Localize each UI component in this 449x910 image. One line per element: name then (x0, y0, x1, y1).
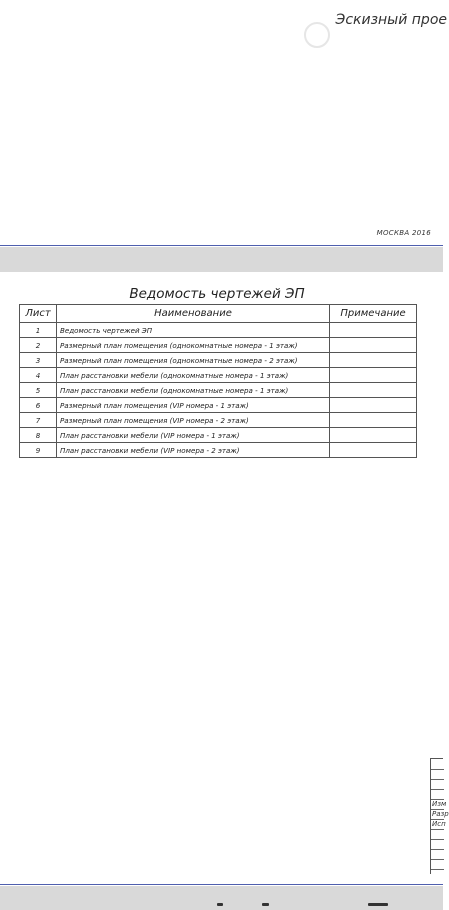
stamp-rule (431, 829, 444, 830)
table-row (20, 398, 417, 413)
sheet-number: 9 (20, 443, 57, 458)
stamp-rule (431, 789, 444, 790)
cover-sheet (0, 0, 447, 247)
sheet-number: 6 (20, 398, 57, 413)
drawing-name: План расстановки мебели (VIP номера - 1 этаж) (57, 428, 330, 443)
sheet-border-line (0, 245, 443, 246)
column-header-sheet: Лист (20, 305, 57, 323)
drawing-name: Размерный план помещения (однокомнатные номера - 1 этаж) (57, 338, 330, 353)
table-header-row (20, 305, 417, 323)
drawing-note (330, 443, 417, 458)
drawing-note (330, 323, 417, 338)
drawing-note (330, 338, 417, 353)
stamp-rule (431, 859, 444, 860)
drawings-table (19, 304, 417, 458)
drawing-note (330, 383, 417, 398)
page-separator (0, 886, 443, 910)
table-row (20, 353, 417, 368)
sheet-border-line (0, 884, 443, 885)
sheet-number: 7 (20, 413, 57, 428)
drawing-note (330, 428, 417, 443)
drawing-name: План расстановки мебели (однокомнатные номера - 1 этаж) (57, 368, 330, 383)
project-title: Эскизный прое (335, 12, 447, 28)
page-separator (0, 247, 443, 272)
cropped-text-fragment (217, 903, 223, 906)
stamp-rule (431, 869, 444, 870)
cropped-text-fragment (262, 903, 269, 906)
drawing-note (330, 413, 417, 428)
stamp-rule (431, 849, 444, 850)
sheet-number: 2 (20, 338, 57, 353)
table-row (20, 443, 417, 458)
stamp-rule (431, 769, 444, 770)
sheet-number: 4 (20, 368, 57, 383)
table-row (20, 383, 417, 398)
column-header-note: Примечание (330, 305, 417, 323)
sheet-number: 3 (20, 353, 57, 368)
drawing-name: Размерный план помещения (VIP номера - 1 этаж) (57, 398, 330, 413)
table-row (20, 413, 417, 428)
stamp-label-executor: Исп (432, 820, 446, 828)
sheet-number: 5 (20, 383, 57, 398)
column-header-name: Наименование (57, 305, 330, 323)
table-row (20, 338, 417, 353)
cropped-text-fragment (368, 903, 388, 906)
drawing-note (330, 368, 417, 383)
table-row (20, 368, 417, 383)
table-row (20, 323, 417, 338)
table-row (20, 428, 417, 443)
drawing-name: Ведомость чертежей ЭП (57, 323, 330, 338)
watermark-logo-icon (304, 22, 330, 48)
drawing-name: Размерный план помещения (VIP номера - 2 этаж) (57, 413, 330, 428)
stamp-rule (431, 839, 444, 840)
title-block-stamp (430, 758, 449, 874)
sheet-number: 8 (20, 428, 57, 443)
drawing-name: План расстановки мебели (VIP номера - 2 этаж) (57, 443, 330, 458)
drawing-note (330, 353, 417, 368)
drawing-name: Размерный план помещения (однокомнатные номера - 2 этаж) (57, 353, 330, 368)
stamp-label-change: Изм (432, 800, 447, 808)
drawing-name: План расстановки мебели (однокомнатные номера - 1 этаж) (57, 383, 330, 398)
sheet-number: 1 (20, 323, 57, 338)
city-year: МОСКВА 2016 (376, 229, 431, 237)
stamp-label-developer: Разр (432, 810, 449, 818)
document-title: Ведомость чертежей ЭП (129, 286, 305, 302)
drawing-note (330, 398, 417, 413)
stamp-rule (431, 779, 444, 780)
